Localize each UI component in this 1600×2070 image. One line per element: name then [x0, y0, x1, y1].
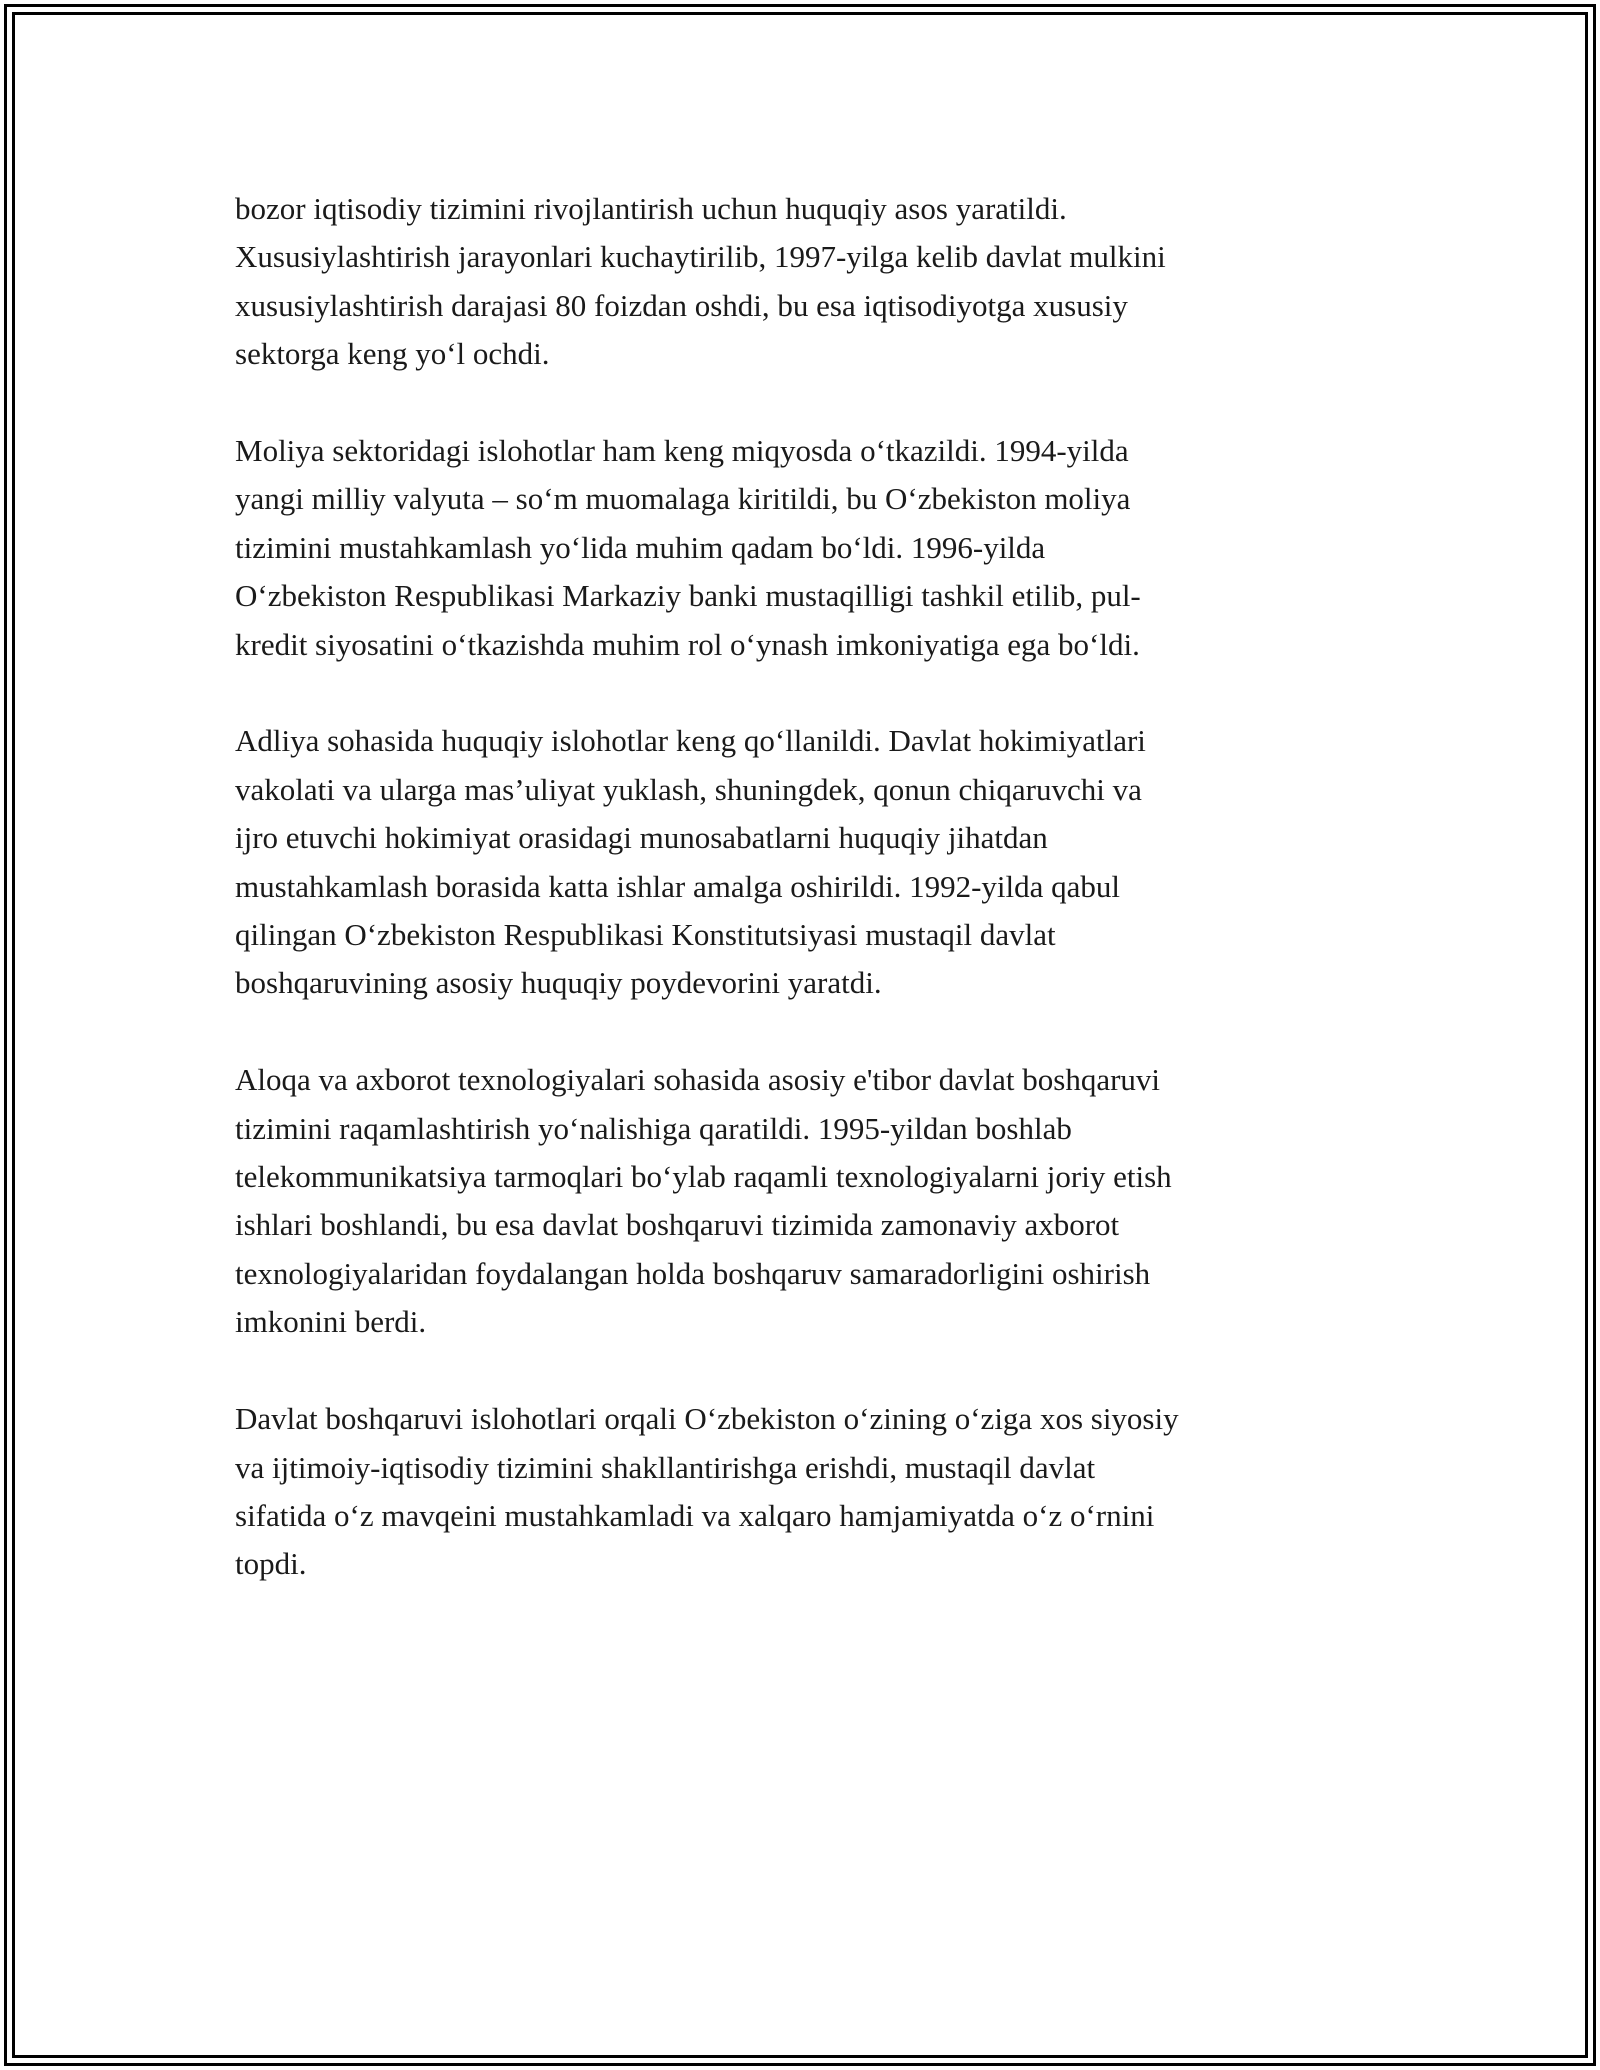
text-line: telekommunikatsiya tarmoqlari bo‘ylab raqamli texnologiyalarni joriy etish: [235, 1159, 1172, 1195]
text-line: va ijtimoiy-iqtisodiy tizimini shakllantirishga erishdi, mustaqil davlat: [235, 1449, 1096, 1485]
text-line: bozor iqtisodiy tizimini rivojlantirish uchun huquqiy asos yaratildi.: [235, 191, 1067, 226]
text-line: topdi.: [235, 1546, 307, 1582]
text-line: tizimini mustahkamlash yo‘lida muhim qadam bo‘ldi. 1996-yilda: [235, 529, 1046, 565]
text-line: O‘zbekiston Respublikasi Markaziy banki mustaqilligi tashkil etilib, pul-: [235, 578, 1141, 614]
paragraph: [235, 717, 1365, 1007]
text-line: texnologiyalaridan foydalangan holda boshqaruv samaradorligini oshirish: [235, 1255, 1151, 1291]
text-line: kredit siyosatini o‘tkazishda muhim rol o‘ynash imkoniyatiga ega bo‘ldi.: [235, 626, 1140, 662]
text-line: ijro etuvchi hokimiyat orasidagi munosabatlarni huquqiy jihatdan: [235, 820, 1048, 856]
text-line: Moliya sektoridagi islohotlar ham keng miqyosda o‘tkazildi. 1994-yilda: [235, 433, 1129, 469]
text-line: imkonini berdi.: [235, 1304, 427, 1340]
text-line: sifatida o‘z mavqeini mustahkamladi va xalqaro hamjamiyatda o‘z o‘rnini: [235, 1497, 1155, 1533]
text-line: Aloqa va axborot texnologiyalari sohasida asosiy e'tibor davlat boshqaruvi: [235, 1062, 1161, 1098]
text-line: xususiylashtirish darajasi 80 foizdan oshdi, bu esa iqtisodiyotga xususiy: [235, 287, 1128, 323]
paragraph: [235, 427, 1365, 669]
text-line: sektorga keng yo‘l ochdi.: [235, 336, 550, 372]
text-line: boshqaruvining asosiy huquqiy poydevorini yaratdi.: [235, 965, 882, 1001]
paragraph: [235, 1056, 1365, 1346]
text-line: Davlat boshqaruvi islohotlari orqali O‘zbekiston o‘zining o‘ziga xos siyosiy: [235, 1401, 1179, 1437]
paragraph: [235, 1395, 1365, 1589]
text-line: qilingan O‘zbekiston Respublikasi Konstitutsiyasi mustaqil davlat: [235, 917, 1056, 953]
text-line: Xususiylashtirish jarayonlari kuchaytirilib, 1997-yilga kelib davlat mulkini: [235, 239, 1166, 275]
text-line: yangi milliy valyuta – so‘m muomalaga kiritildi, bu O‘zbekiston moliya: [235, 481, 1131, 517]
text-line: Adliya sohasida huquqiy islohotlar keng qo‘llanildi. Davlat hokimiyatlari: [235, 723, 1146, 759]
text-line: vakolati va ularga mas’uliyat yuklash, shuningdek, qonun chiqaruvchi va: [235, 771, 1142, 807]
paragraph: [235, 185, 1365, 379]
text-line: ishlari boshlandi, bu esa davlat boshqaruvi tizimida zamonaviy axborot: [235, 1207, 1120, 1243]
text-line: mustahkamlash borasida katta ishlar amalga oshirildi. 1992-yilda qabul: [235, 868, 1121, 904]
document-body: [235, 185, 1365, 1637]
text-line: tizimini raqamlashtirish yo‘nalishiga qaratildi. 1995-yildan boshlab: [235, 1110, 1072, 1146]
